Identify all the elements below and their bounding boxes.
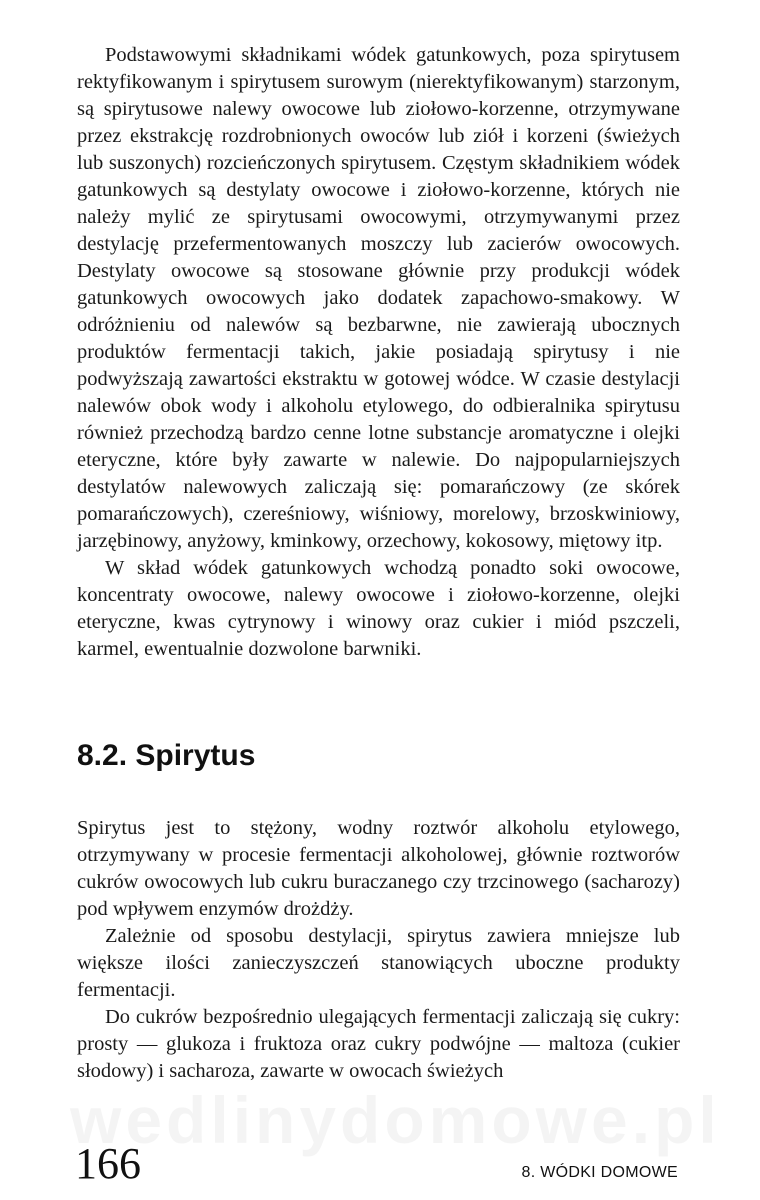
section-heading: 8.2. Spirytus	[77, 739, 256, 772]
paragraph: Spirytus jest to stężony, wodny roztwór alkoholu etylowego, otrzymywany w procesie fermentacji alkoholowej, głównie roztworów cukrów owocowych lub cukru buraczanego czy trzcinowego (sacharozy) pod wpływem enzymów drożdży.	[77, 817, 680, 920]
paragraph: Zależnie od sposobu destylacji, spirytus zawiera mniejsze lub większe ilości zanieczyszczeń stanowiących uboczne produkty fermentacji.	[77, 925, 680, 1001]
top-text-block	[77, 42, 680, 663]
running-footer: 8. WÓDKI DOMOWE	[521, 1164, 678, 1181]
paragraph: W skład wódek gatunkowych wchodzą ponadto soki owocowe, koncentraty owocowe, nalewy owocowe i ziołowo-korzenne, olejki eteryczne, kwas cytrynowy i winowy oraz cukier i miód pszczeli, karmel, ewentualnie dozwolone barwniki.	[77, 557, 680, 660]
page-number: 166	[75, 1139, 141, 1188]
bottom-text-block	[77, 815, 680, 1085]
paragraph: Do cukrów bezpośrednio ulegających fermentacji zaliczają się cukry: prosty — glukoza i fruktoza oraz cukry podwójne — maltoza (cukier słodowy) i sacharoza, zawarte w owocach świeżych	[77, 1006, 680, 1082]
watermark	[70, 1085, 710, 1155]
paragraph: Podstawowymi składnikami wódek gatunkowych, poza spirytusem rektyfikowanym i spirytusem surowym (nierektyfikowanym) starzonym, są spirytusowe nalewy owocowe lub ziołowo-korzenne, otrzymywane przez ekstrakcję rozdrobnionych owoców lub ziół i korzeni (świeżych lub suszonych) rozcieńczonych spirytusem. Częstym składnikiem wódek gatunkowych są destylaty owocowe i ziołowo-korzenne, których nie należy mylić ze spirytusami owocowymi, otrzymywanymi przez destylację przefermentowanych moszczy lub zacierów owocowych. Destylaty owocowe są stosowane głównie przy produkcji wódek gatunkowych owocowych jako dodatek zapachowo-smakowy. W odróżnieniu od nalewów są bezbarwne, nie zawierają ubocznych produktów fermentacji takich, jakie posiadają spirytusy i nie podwyższają zawartości ekstraktu w gotowej wódce. W czasie destylacji nalewów obok wody i alkoholu etylowego, do odbieralnika spirytusu również przechodzą bardzo cenne lotne substancje aromatyczne i olejki eteryczne, które były zawarte w nalewie. Do najpopularniejszych destylatów nalewowych zaliczają się: pomarańczowy (ze skórek pomarańczowych), czereśniowy, wiśniowy, morelowy, brzoskwiniowy, jarzębinowy, anyżowy, kminkowy, orzechowy, kokosowy, miętowy itp.	[77, 44, 680, 552]
